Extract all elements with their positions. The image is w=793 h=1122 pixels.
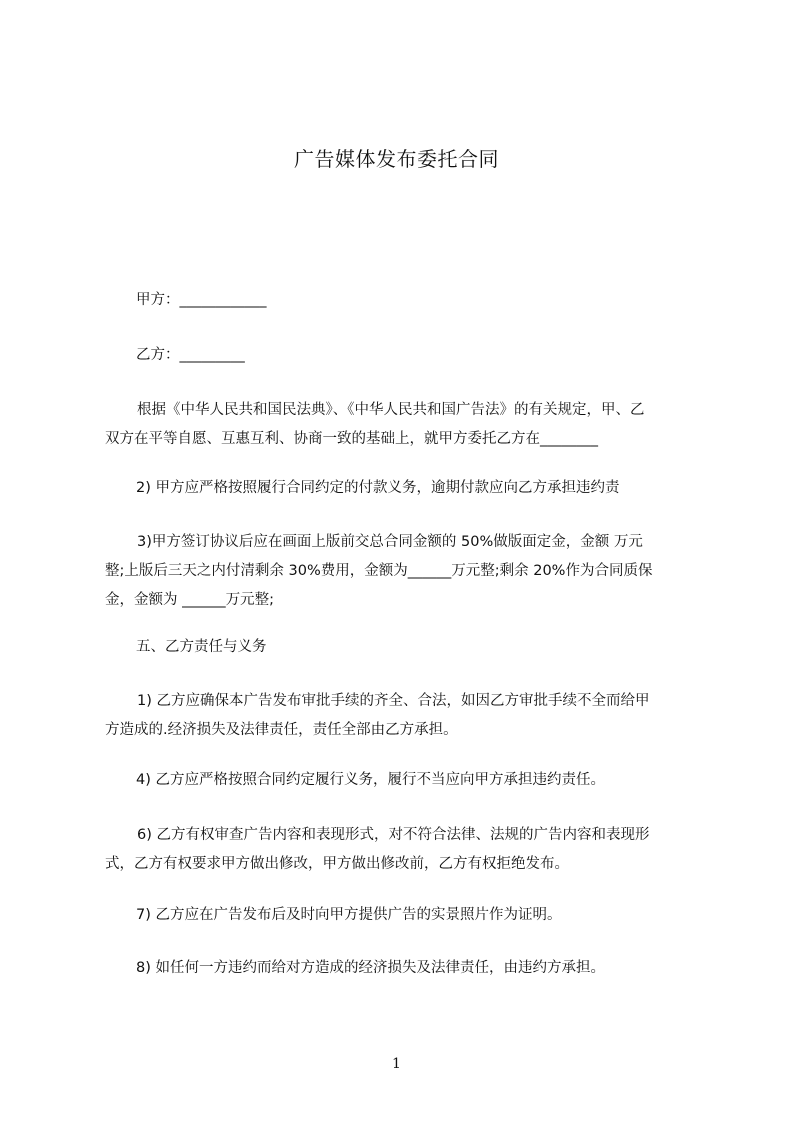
clause-party-b-8: 8) 如任何一方违约而给对方造成的经济损失及法律责任，由违约方承担。 <box>136 960 605 976</box>
clause-party-a-3 <box>105 528 699 615</box>
clause-b1-line-2: 方造成的.经济损失及法律责任，责任全部由乙方承担。 <box>105 722 458 738</box>
clause-a3-line-2: 整;上版后三天之内付清剩余 30%费用，金额为______万元整;剩余 20%作为合同质保 <box>105 563 653 579</box>
preamble-line-1: 根据《中华人民共和国民法典》、《中华人民共和国广告法》的有关规定，甲、乙 <box>137 402 645 418</box>
party-a-line: 甲方：____________ <box>136 292 267 308</box>
clause-party-b-1 <box>105 687 699 745</box>
clause-a3-line-3: 金，金额为 ______万元整; <box>105 592 274 608</box>
clause-b1-line-1: 1) 乙方应确保本广告发布审批手续的齐全、合法，如因乙方审批手续不全而给甲 <box>137 693 650 709</box>
clause-b6-line-2: 式，乙方有权要求甲方做出修改，甲方做出修改前，乙方有权拒绝发布。 <box>105 856 569 872</box>
document-title: 广告媒体发布委托合同 <box>294 147 499 171</box>
preamble-line-2: 双方在平等自愿、互惠互利、协商一致的基础上，就甲方委托乙方在________ <box>105 431 598 447</box>
page-number: 1 <box>392 1056 401 1072</box>
party-b-line: 乙方：_________ <box>136 347 245 363</box>
section-5-heading: 五、乙方责任与义务 <box>136 639 267 655</box>
preamble-paragraph <box>105 396 699 454</box>
clause-a3-line-1: 3)甲方签订协议后应在画面上版前交总合同金额的 50%做版面定金，金额 万元 <box>137 534 643 550</box>
clause-b6-line-1: 6) 乙方有权审查广告内容和表现形式，对不符合法律、法规的广告内容和表现形 <box>137 827 650 843</box>
clause-party-b-6 <box>105 821 699 879</box>
clause-party-b-7: 7) 乙方应在广告发布后及时向甲方提供广告的实景照片作为证明。 <box>136 907 562 923</box>
clause-party-b-4: 4) 乙方应严格按照合同约定履行义务，履行不当应向甲方承担违约责任。 <box>136 772 605 788</box>
clause-party-a-2: 2) 甲方应严格按照履行合同约定的付款义务，逾期付款应向乙方承担违约责 <box>136 480 620 496</box>
